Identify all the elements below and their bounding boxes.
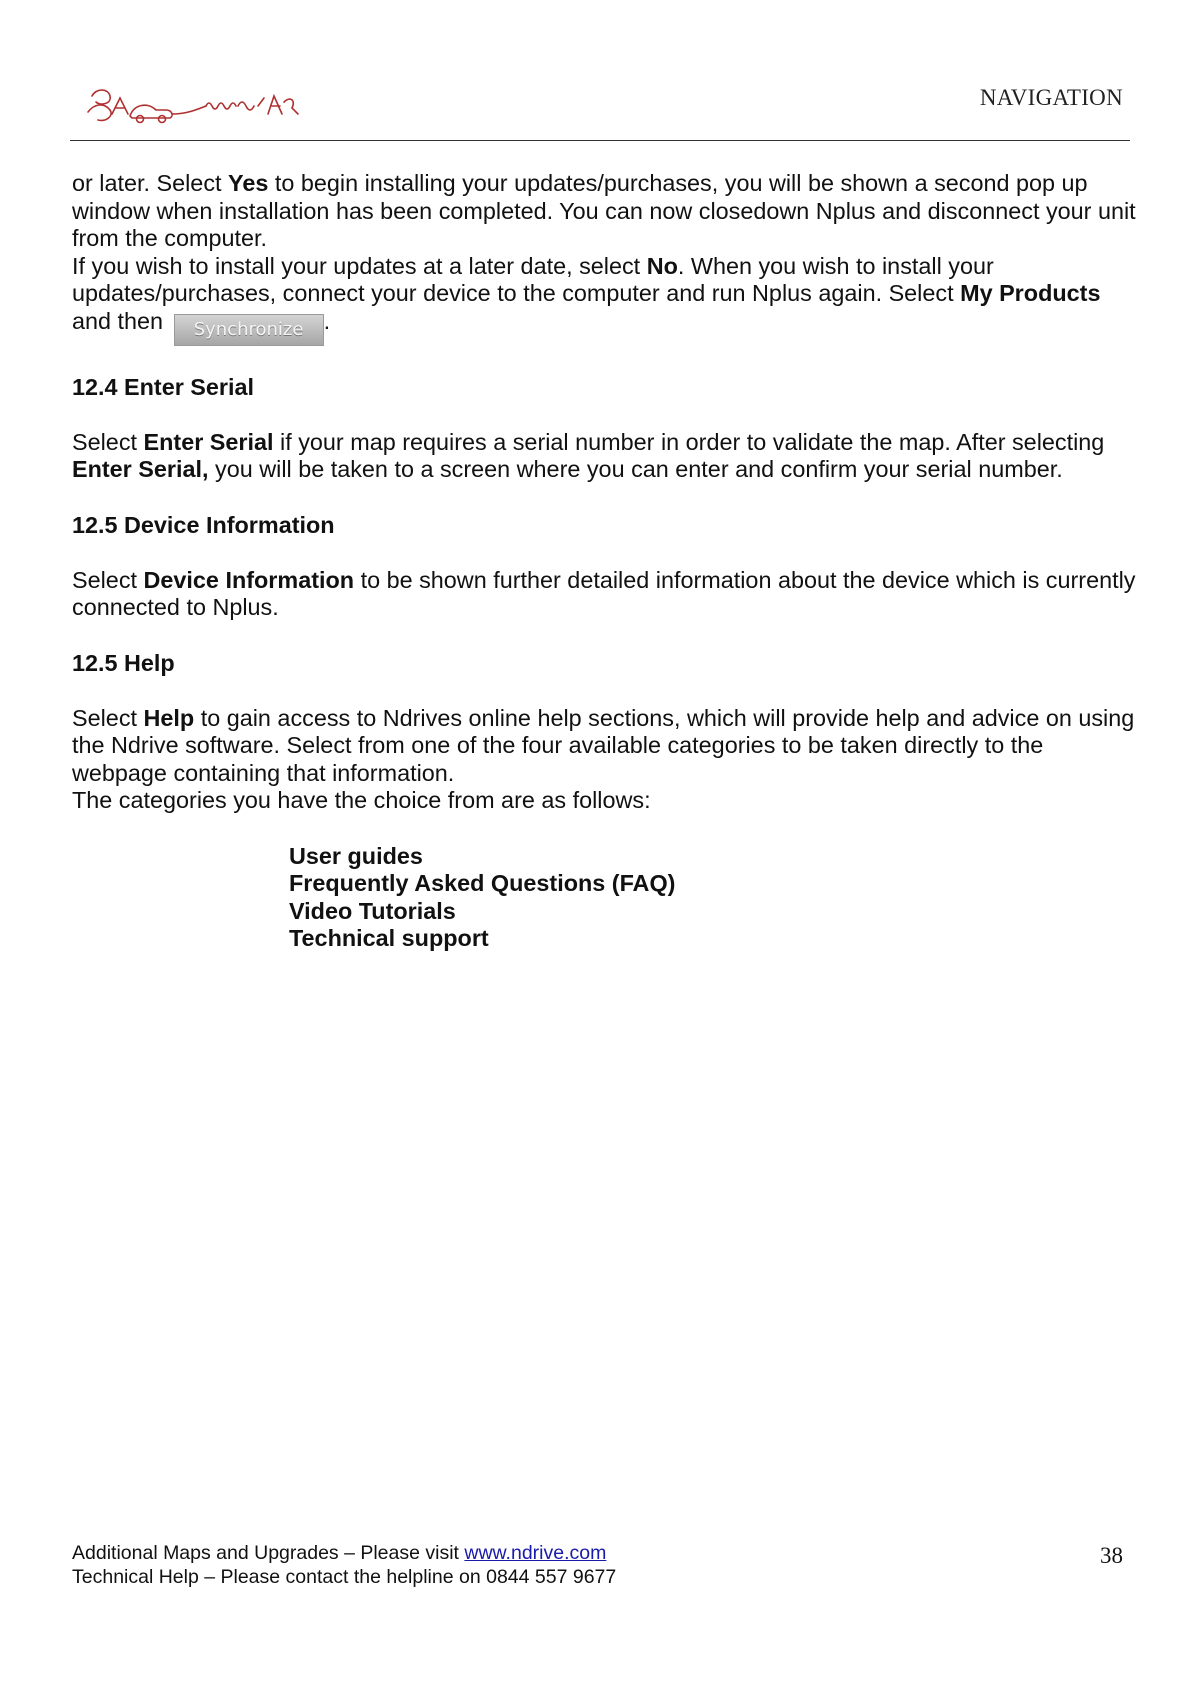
list-item: Frequently Asked Questions (FAQ) (289, 870, 676, 897)
help-categories-intro: The categories you have the choice from are as follows: (72, 787, 651, 814)
car-logo-icon (86, 84, 302, 130)
help-paragraph: Select Help to gain access to Ndrives online help sections, which will provide help and advice on using the Ndrive software. Select from one of the four available categories to be taken directly to the webpage containing that information. (72, 704, 1135, 786)
header-title: NAVIGATION (979, 85, 1123, 110)
page-body (72, 170, 1137, 953)
footer-line-2: Technical Help – Please contact the helpline on 0844 557 9677 (72, 1566, 617, 1588)
list-item: Technical support (289, 925, 489, 952)
synchronize-button: Synchronize (174, 314, 324, 346)
enter-serial-paragraph: Select Enter Serial if your map requires a serial number in order to validate the map. After selecting Enter Serial, you will be taken to a screen where you can enter and confirm your serial number. (72, 428, 1105, 483)
footer-line-1: Additional Maps and Upgrades – Please visit www.ndrive.com (72, 1542, 607, 1564)
heading-help: 12.5 Help (72, 649, 175, 676)
list-item: User guides (289, 842, 423, 869)
heading-enter-serial: 12.4 Enter Serial (72, 373, 255, 400)
device-information-paragraph: Select Device Information to be shown further detailed information about the device which is currently connected to Nplus. (72, 566, 1136, 621)
help-categories-list (289, 843, 1137, 953)
header-divider (70, 140, 1130, 141)
intro-paragraph-1: or later. Select Yes to begin installing your updates/purchases, you will be shown a second pop up window when installation has been completed. You can now closedown Nplus and disconnect your unit from the computer. (72, 170, 1136, 252)
intro-paragraph-2: If you wish to install your updates at a later date, select No. When you wish to install your updates/purchases, connect your device to the computer and run Nplus again. Select My Products and then Synchronize . (72, 253, 1137, 346)
page-footer (72, 1541, 616, 1589)
list-item: Video Tutorials (289, 897, 456, 924)
ndrive-website-link[interactable]: www.ndrive.com (464, 1542, 607, 1564)
page-number: 38 (1100, 1543, 1123, 1568)
heading-device-information: 12.5 Device Information (72, 511, 335, 538)
